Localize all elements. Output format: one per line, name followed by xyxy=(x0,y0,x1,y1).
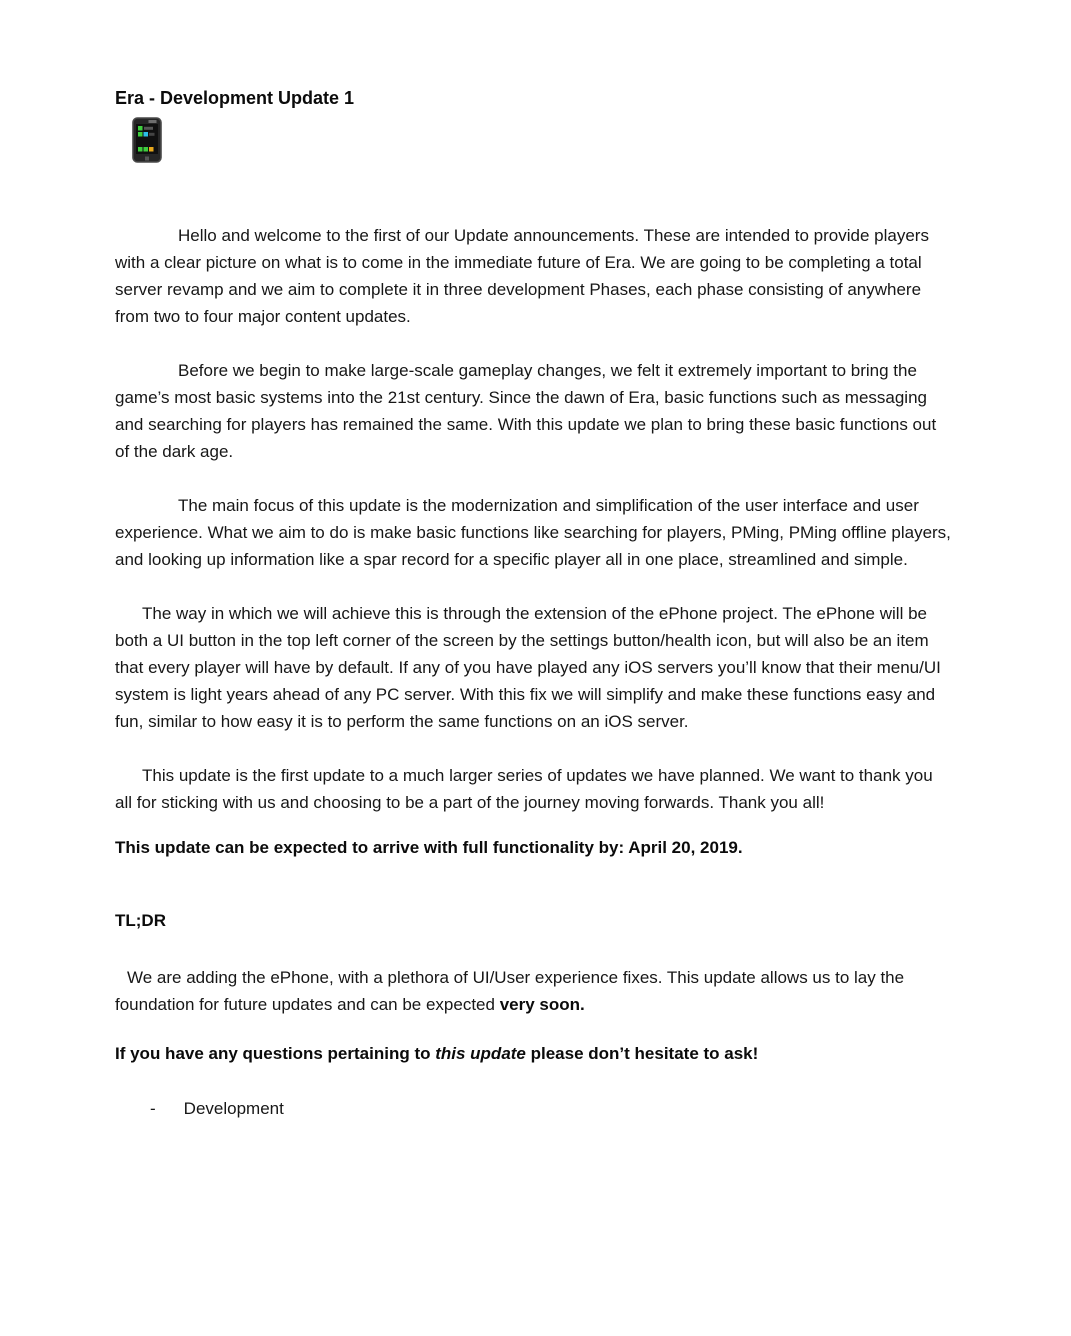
signature-label: Development xyxy=(183,1099,284,1118)
tldr-emphasis: very soon. xyxy=(499,995,585,1014)
tldr-paragraph xyxy=(115,964,953,1018)
signature-line xyxy=(115,1095,953,1122)
intro-paragraph: Hello and welcome to the first of our Update announcements. These are intended to provide players with a clear picture on what is to come in the immediate future of Era. We are going to be completing a total server revamp and we aim to complete it in three development Phases, each phase consisting of anywhere from two to four major content updates. xyxy=(115,226,929,326)
document-body xyxy=(115,222,953,1122)
tldr-body-text: We are adding the ePhone, with a plethora of UI/User experience fixes. This update allows us to lay the foundation for future updates and can be expected xyxy=(115,968,905,1014)
question-emphasis: this update xyxy=(435,1044,526,1063)
basics-paragraph: Before we begin to make large-scale gameplay changes, we felt it extremely important to bring the game’s most basic systems into the 21st century. Since the dawn of Era, basic functions such as messaging and searching for players has remained the same. With this update we plan to bring these basic functions out of the dark age. xyxy=(115,361,937,461)
page-title: Era - Development Update 1 xyxy=(115,88,355,108)
signature-dash: - xyxy=(150,1099,156,1118)
thanks-paragraph: This update is the first update to a much larger series of updates we have planned. We want to thank you all for sticking with us and choosing to be a part of the journey moving forwards. Thank you all! xyxy=(115,766,933,812)
ephone-pixel-phone-icon xyxy=(132,117,162,163)
question-prefix: If you have any questions pertaining to xyxy=(115,1044,436,1063)
question-line xyxy=(115,1040,953,1067)
question-suffix: please don’t hesitate to ask! xyxy=(525,1044,759,1063)
ephone-paragraph: The way in which we will achieve this is through the extension of the ePhone project. The ePhone will be both a UI button in the top left corner of the screen by the settings button/health icon, but will also be an item that every player will have by default. If any of you have played any iOS servers you’ll know that their menu/UI system is light years ahead of any PC server. With this fix we will simplify and make these functions easy and fun, similar to how easy it is to perform the same functions on an iOS server. xyxy=(115,604,941,731)
deadline-line: This update can be expected to arrive with full functionality by: April 20, 2019. xyxy=(115,838,743,857)
tldr-heading: TL;DR xyxy=(115,911,166,930)
focus-paragraph: The main focus of this update is the modernization and simplification of the user interface and user experience. What we aim to do is make basic functions like searching for players, PMing, PMing offline players, and looking up information like a spar record for a specific player all in one place, streamlined and simple. xyxy=(115,496,951,569)
